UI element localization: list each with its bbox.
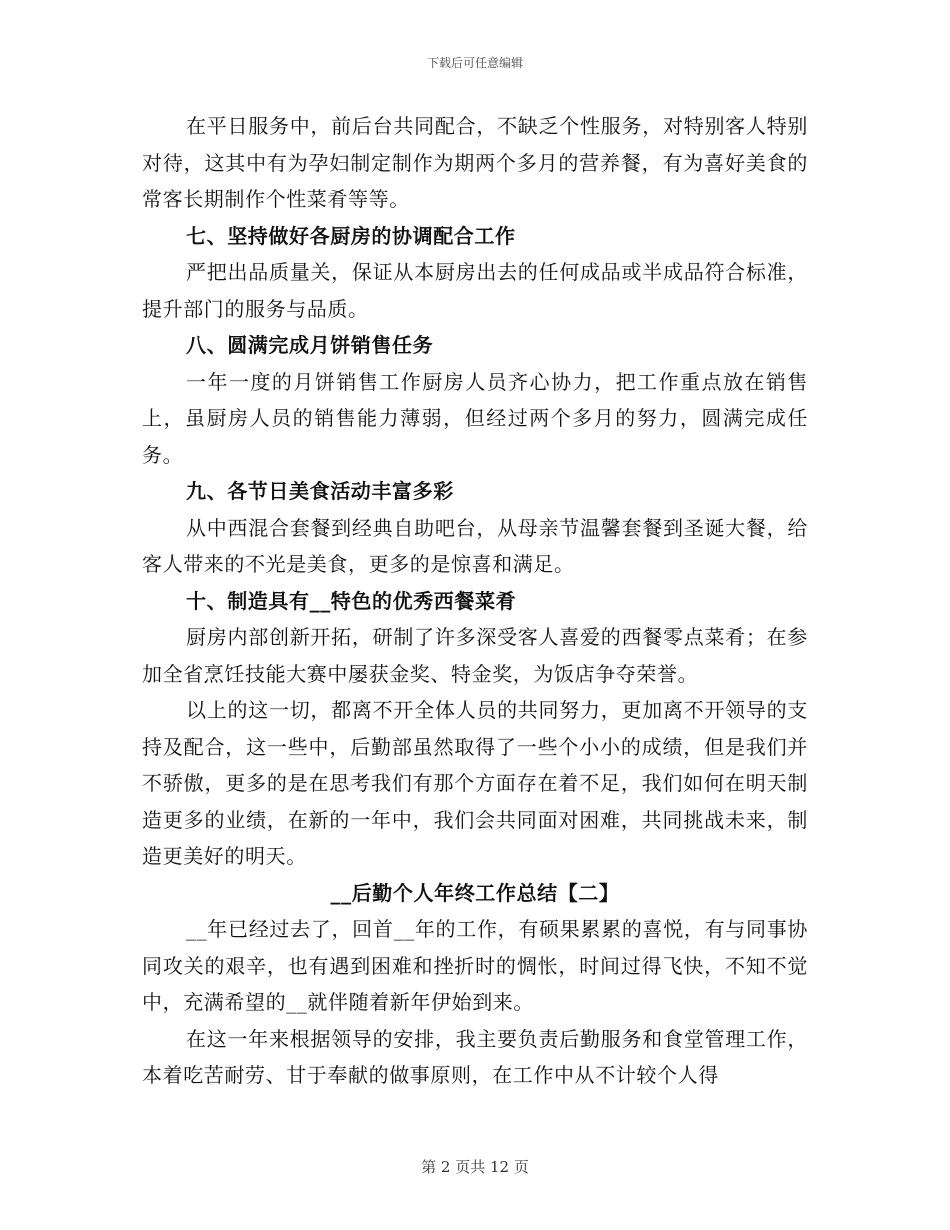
page-header: 下载后可任意编辑: [426, 56, 523, 70]
section-heading: 七、坚持做好各厨房的协调配合工作: [186, 223, 516, 248]
paragraph: 严把出品质量关，保证从本厨房出去的任何成品或半成品符合标准，提升部门的服务与品质。: [142, 260, 808, 321]
paragraph: 厨房内部创新开拓，研制了许多深受客人喜爱的西餐零点菜肴；在参加全省烹饪技能大赛中屡获金奖、特金奖，为饭店争夺荣誉。: [142, 625, 808, 686]
paragraph: 一年一度的月饼销售工作厨房人员齐心协力，把工作重点放在销售上，虽厨房人员的销售能力薄弱，但经过两个多月的努力，圆满完成任务。: [142, 369, 808, 467]
paragraph: 以上的这一切，都离不开全体人员的共同努力，更加离不开领导的支持及配合，这一些中，后勤部虽然取得了一些个小小的成绩，但是我们并不骄傲，更多的是在思考我们有那个方面存在着不足，我们如何在明天制造更多的业绩，在新的一年中，我们会共同面对困难，共同挑战未来，制造更美好的明天。: [142, 698, 808, 868]
document-title: __后勤个人年终工作总结【二】: [330, 880, 620, 905]
page-footer: 第 2 页共 12 页: [421, 1158, 529, 1176]
section-heading: 九、各节日美食活动丰富多彩: [186, 479, 454, 503]
section-heading: 十、制造具有__特色的优秀西餐菜肴: [186, 588, 517, 613]
paragraph: 从中西混合套餐到经典自助吧台，从母亲节温馨套餐到圣诞大餐，给客人带来的不光是美食，更多的是惊喜和满足。: [142, 515, 808, 576]
document-body: [142, 108, 808, 1094]
paragraph: __年已经过去了，回首__年的工作，有硕果累累的喜悦，有与同事协同攻关的艰辛，也有遇到困难和挫折时的惆怅，时间过得飞快，不知不觉中，充满希望的__就伴随着新年伊始到来。: [142, 917, 808, 1014]
section-heading: 八、圆满完成月饼销售任务: [186, 333, 434, 357]
paragraph: 在这一年来根据领导的安排，我主要负责后勤服务和食堂管理工作，本着吃苦耐劳、甘于奉献的做事原则，在工作中从不计较个人得: [142, 1026, 808, 1087]
paragraph: 在平日服务中，前后台共同配合，不缺乏个性服务，对特别客人特别对待，这其中有为孕妇制定制作为期两个多月的营养餐，有为喜好美食的常客长期制作个性菜肴等等。: [142, 114, 808, 211]
